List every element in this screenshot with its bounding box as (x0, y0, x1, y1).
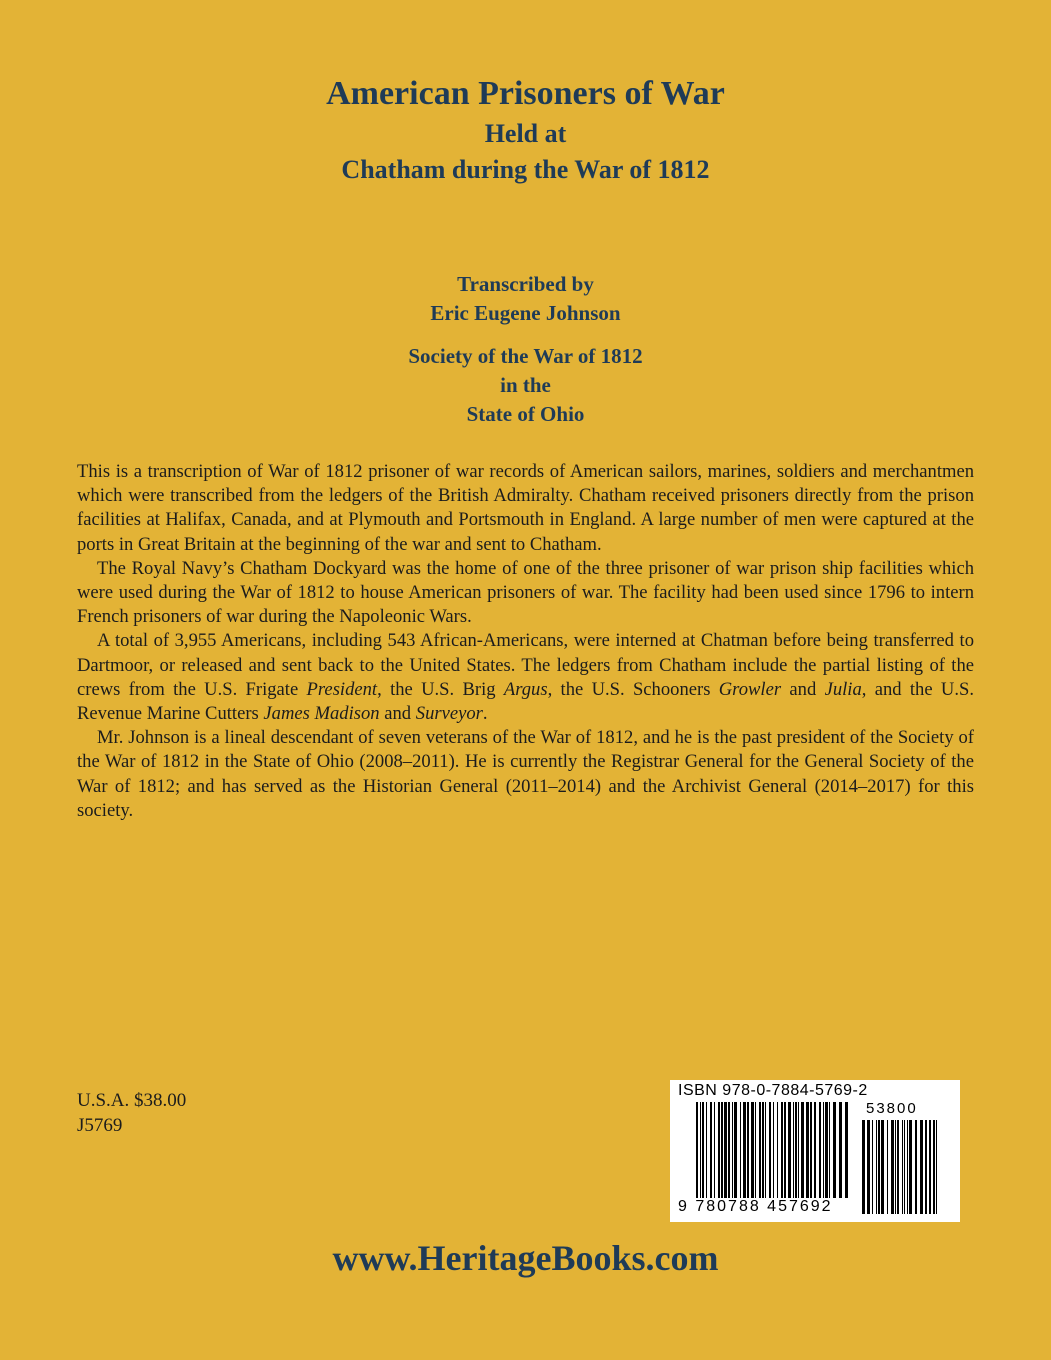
description-paragraph-2: The Royal Navy’s Chatham Dockyard was the home of one of the three prisoner of war prison ship facilities which were used during the War of 1812 to house American prisoners of war. The facility had been used since 1796 to intern French prisoners of war during the Napoleonic Wars. (77, 557, 974, 628)
society-line3: State of Ohio (466, 402, 585, 426)
book-title: American Prisoners of War (326, 75, 725, 112)
book-subtitle-line1: Held at (484, 119, 567, 148)
price: U.S.A. $38.00 (77, 1090, 187, 1111)
author-name: Eric Eugene Johnson (430, 301, 621, 325)
product-code: J5769 (77, 1115, 123, 1136)
ship-name: James Madison (263, 703, 380, 725)
isbn-number: ISBN 978-0-7884-5769-2 (678, 1082, 868, 1099)
price-block (77, 1088, 186, 1138)
society-line2: in the (500, 373, 551, 397)
book-subtitle-line2: Chatham during the War of 1812 (341, 155, 710, 184)
description-paragraph-4: Mr. Johnson is a lineal descendant of seven veterans of the War of 1812, and he is the past president of the Society of the War of 1812 in the State of Ohio (2008–2011). He is currently the Registrar General for the General Society of the War of 1812; and has served as the Historian General (2011–2014) and the Archivist General (2014–2017) for this society. (77, 727, 974, 821)
description-paragraph-3: A total of 3,955 Americans, including 543 African-Americans, were interned at Chatman before being transferred to Dartmoor, or released and sent back to the United States. The ledgers from Chatham include the partial listing of the crews from the U.S. Frigate President, the U.S. Brig Argus, the U.S. Schooners Growler and Julia, and the U.S. Revenue Marine Cutters James Madison and Surveyor. (77, 630, 974, 725)
transcribed-by: Transcribed by (457, 272, 594, 296)
ship-name: President (306, 678, 378, 700)
ship-name: Julia (824, 678, 862, 700)
publisher-website: www.HeritageBooks.com (332, 1238, 719, 1278)
ship-name: Argus (503, 678, 548, 700)
credit-block (0, 270, 1051, 429)
ship-name: Growler (718, 678, 782, 700)
society-line1: Society of the War of 1812 (408, 344, 643, 368)
ean-number: 9 780788 457692 (678, 1198, 833, 1215)
description (77, 460, 974, 823)
description-paragraph-1: This is a transcription of War of 1812 prisoner of war records of American sailors, marines, soldiers and merchantmen which were transcribed from the ledgers of the British Admiralty. Chatham received prisoners directly from the prison facilities at Halifax, Canada, and at Plymouth and Portsmouth in England. A large number of men were captured at the ports in Great Britain at the beginning of the war and sent to Chatham. (77, 461, 974, 555)
barcode-addon-number: 53800 (866, 1100, 918, 1117)
barcode (670, 1080, 960, 1222)
ship-name: Surveyor (415, 703, 483, 725)
title-block (0, 72, 1051, 188)
